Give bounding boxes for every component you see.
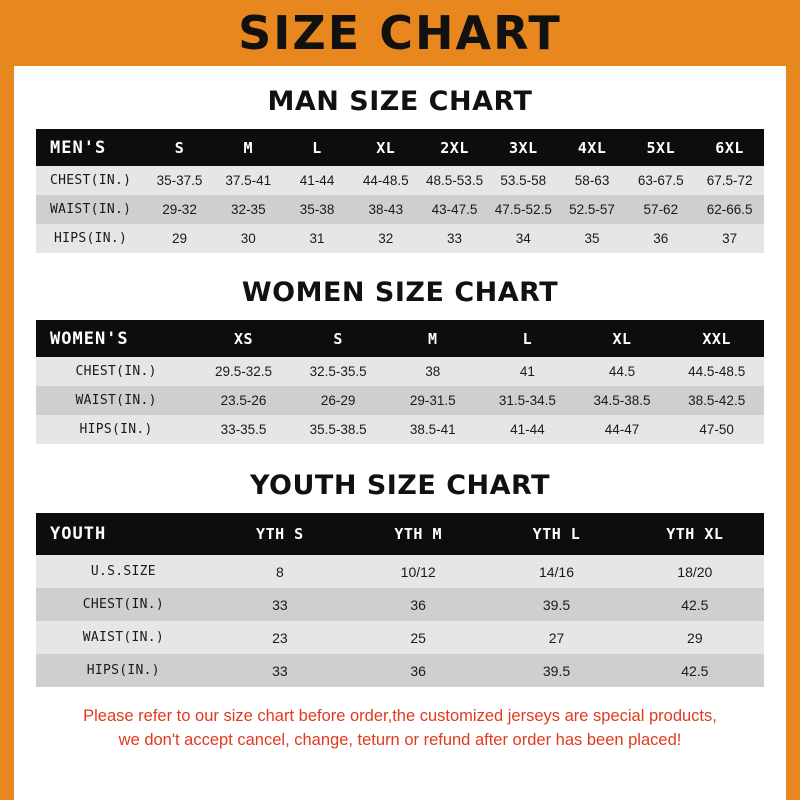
table-cell: 26-29 (291, 386, 386, 415)
table-cell: 37.5-41 (214, 166, 283, 195)
man-col-3: L (283, 129, 352, 166)
table-cell: 41 (480, 357, 575, 386)
table-cell: 33 (211, 588, 349, 621)
man-col-2: M (214, 129, 283, 166)
youth-row-label-waist: WAIST(IN.) (36, 621, 211, 654)
table-cell: 29-31.5 (385, 386, 480, 415)
table-cell: 35-37.5 (145, 166, 214, 195)
table-cell: 44.5-48.5 (669, 357, 764, 386)
man-section-title: MAN SIZE CHART (267, 86, 533, 117)
table-cell: 38 (385, 357, 480, 386)
table-cell: 33 (420, 224, 489, 253)
youth-row-label-hips: HIPS(IN.) (36, 654, 211, 687)
table-cell: 36 (349, 654, 487, 687)
table-cell: 30 (214, 224, 283, 253)
table-cell: 34 (489, 224, 558, 253)
table-cell: 27 (487, 621, 625, 654)
youth-col-3: YTH L (487, 513, 625, 555)
table-cell: 37 (695, 224, 764, 253)
table-cell: 67.5-72 (695, 166, 764, 195)
man-col-4: XL (351, 129, 420, 166)
table-header-row (36, 129, 764, 166)
youth-table-body (36, 555, 764, 687)
youth-col-4: YTH XL (626, 513, 764, 555)
man-col-5: 2XL (420, 129, 489, 166)
table-cell: 47-50 (669, 415, 764, 444)
women-section-title: WOMEN SIZE CHART (241, 277, 559, 308)
women-table-header (36, 320, 764, 357)
women-size-table (36, 320, 764, 444)
table-cell: 43-47.5 (420, 195, 489, 224)
table-cell: 29.5-32.5 (196, 357, 291, 386)
table-cell: 42.5 (626, 654, 764, 687)
table-header-row (36, 320, 764, 357)
man-size-table (36, 129, 764, 253)
table-cell: 18/20 (626, 555, 764, 588)
table-cell: 33 (211, 654, 349, 687)
table-row (36, 166, 764, 195)
youth-section-title: YOUTH SIZE CHART (249, 470, 551, 501)
table-cell: 58-63 (558, 166, 627, 195)
women-row-label-waist: WAIST(IN.) (36, 386, 196, 415)
footer-note-line-1: Please refer to our size chart before order,the customized jerseys are special products, (83, 707, 717, 725)
footer-note-line-2: we don't accept cancel, change, teturn or refund after order has been placed! (118, 730, 682, 749)
table-header-row (36, 513, 764, 555)
man-col-8: 5XL (626, 129, 695, 166)
table-cell: 36 (349, 588, 487, 621)
table-cell: 29-32 (145, 195, 214, 224)
table-cell: 32-35 (214, 195, 283, 224)
table-cell: 44-47 (575, 415, 670, 444)
women-col-3: M (385, 320, 480, 357)
man-row-label-waist: WAIST(IN.) (36, 195, 145, 224)
table-cell: 31 (283, 224, 352, 253)
man-table-header (36, 129, 764, 166)
footer-note (36, 705, 764, 753)
table-cell: 38.5-41 (385, 415, 480, 444)
table-cell: 29 (145, 224, 214, 253)
man-row-label-hips: HIPS(IN.) (36, 224, 145, 253)
table-cell: 23 (211, 621, 349, 654)
table-cell: 35 (558, 224, 627, 253)
table-cell: 52.5-57 (558, 195, 627, 224)
table-cell: 62-66.5 (695, 195, 764, 224)
man-header-corner: MEN'S (36, 129, 145, 166)
table-cell: 35-38 (283, 195, 352, 224)
women-header-corner: WOMEN'S (36, 320, 196, 357)
table-cell: 33-35.5 (196, 415, 291, 444)
women-col-1: XS (196, 320, 291, 357)
youth-row-label-us-size: U.S.SIZE (36, 555, 211, 588)
table-row (36, 588, 764, 621)
table-cell: 44-48.5 (351, 166, 420, 195)
table-cell: 35.5-38.5 (291, 415, 386, 444)
women-col-2: S (291, 320, 386, 357)
table-row (36, 654, 764, 687)
table-cell: 8 (211, 555, 349, 588)
table-cell: 25 (349, 621, 487, 654)
table-cell: 48.5-53.5 (420, 166, 489, 195)
table-cell: 57-62 (626, 195, 695, 224)
table-cell: 63-67.5 (626, 166, 695, 195)
table-row (36, 195, 764, 224)
page-banner (0, 0, 800, 66)
table-cell: 34.5-38.5 (575, 386, 670, 415)
table-row (36, 415, 764, 444)
table-cell: 32 (351, 224, 420, 253)
man-table-body (36, 166, 764, 253)
table-cell: 39.5 (487, 654, 625, 687)
youth-header-corner: YOUTH (36, 513, 211, 555)
page-title: SIZE CHART (238, 6, 562, 60)
youth-size-table (36, 513, 764, 687)
table-cell: 29 (626, 621, 764, 654)
man-col-9: 6XL (695, 129, 764, 166)
women-table-body (36, 357, 764, 444)
table-row (36, 621, 764, 654)
table-cell: 38-43 (351, 195, 420, 224)
content-area (14, 86, 786, 753)
table-cell: 10/12 (349, 555, 487, 588)
table-row (36, 357, 764, 386)
youth-col-1: YTH S (211, 513, 349, 555)
table-cell: 42.5 (626, 588, 764, 621)
table-cell: 39.5 (487, 588, 625, 621)
table-row (36, 386, 764, 415)
table-cell: 41-44 (480, 415, 575, 444)
women-col-5: XL (575, 320, 670, 357)
table-row (36, 555, 764, 588)
table-cell: 31.5-34.5 (480, 386, 575, 415)
table-cell: 32.5-35.5 (291, 357, 386, 386)
man-col-6: 3XL (489, 129, 558, 166)
table-cell: 41-44 (283, 166, 352, 195)
women-row-label-chest: CHEST(IN.) (36, 357, 196, 386)
women-row-label-hips: HIPS(IN.) (36, 415, 196, 444)
youth-col-2: YTH M (349, 513, 487, 555)
man-col-1: S (145, 129, 214, 166)
table-cell: 14/16 (487, 555, 625, 588)
table-cell: 47.5-52.5 (489, 195, 558, 224)
table-row (36, 224, 764, 253)
women-col-6: XXL (669, 320, 764, 357)
table-cell: 38.5-42.5 (669, 386, 764, 415)
table-cell: 23.5-26 (196, 386, 291, 415)
youth-row-label-chest: CHEST(IN.) (36, 588, 211, 621)
man-row-label-chest: CHEST(IN.) (36, 166, 145, 195)
table-cell: 36 (626, 224, 695, 253)
women-col-4: L (480, 320, 575, 357)
table-cell: 53.5-58 (489, 166, 558, 195)
man-col-7: 4XL (558, 129, 627, 166)
youth-table-header (36, 513, 764, 555)
table-cell: 44.5 (575, 357, 670, 386)
